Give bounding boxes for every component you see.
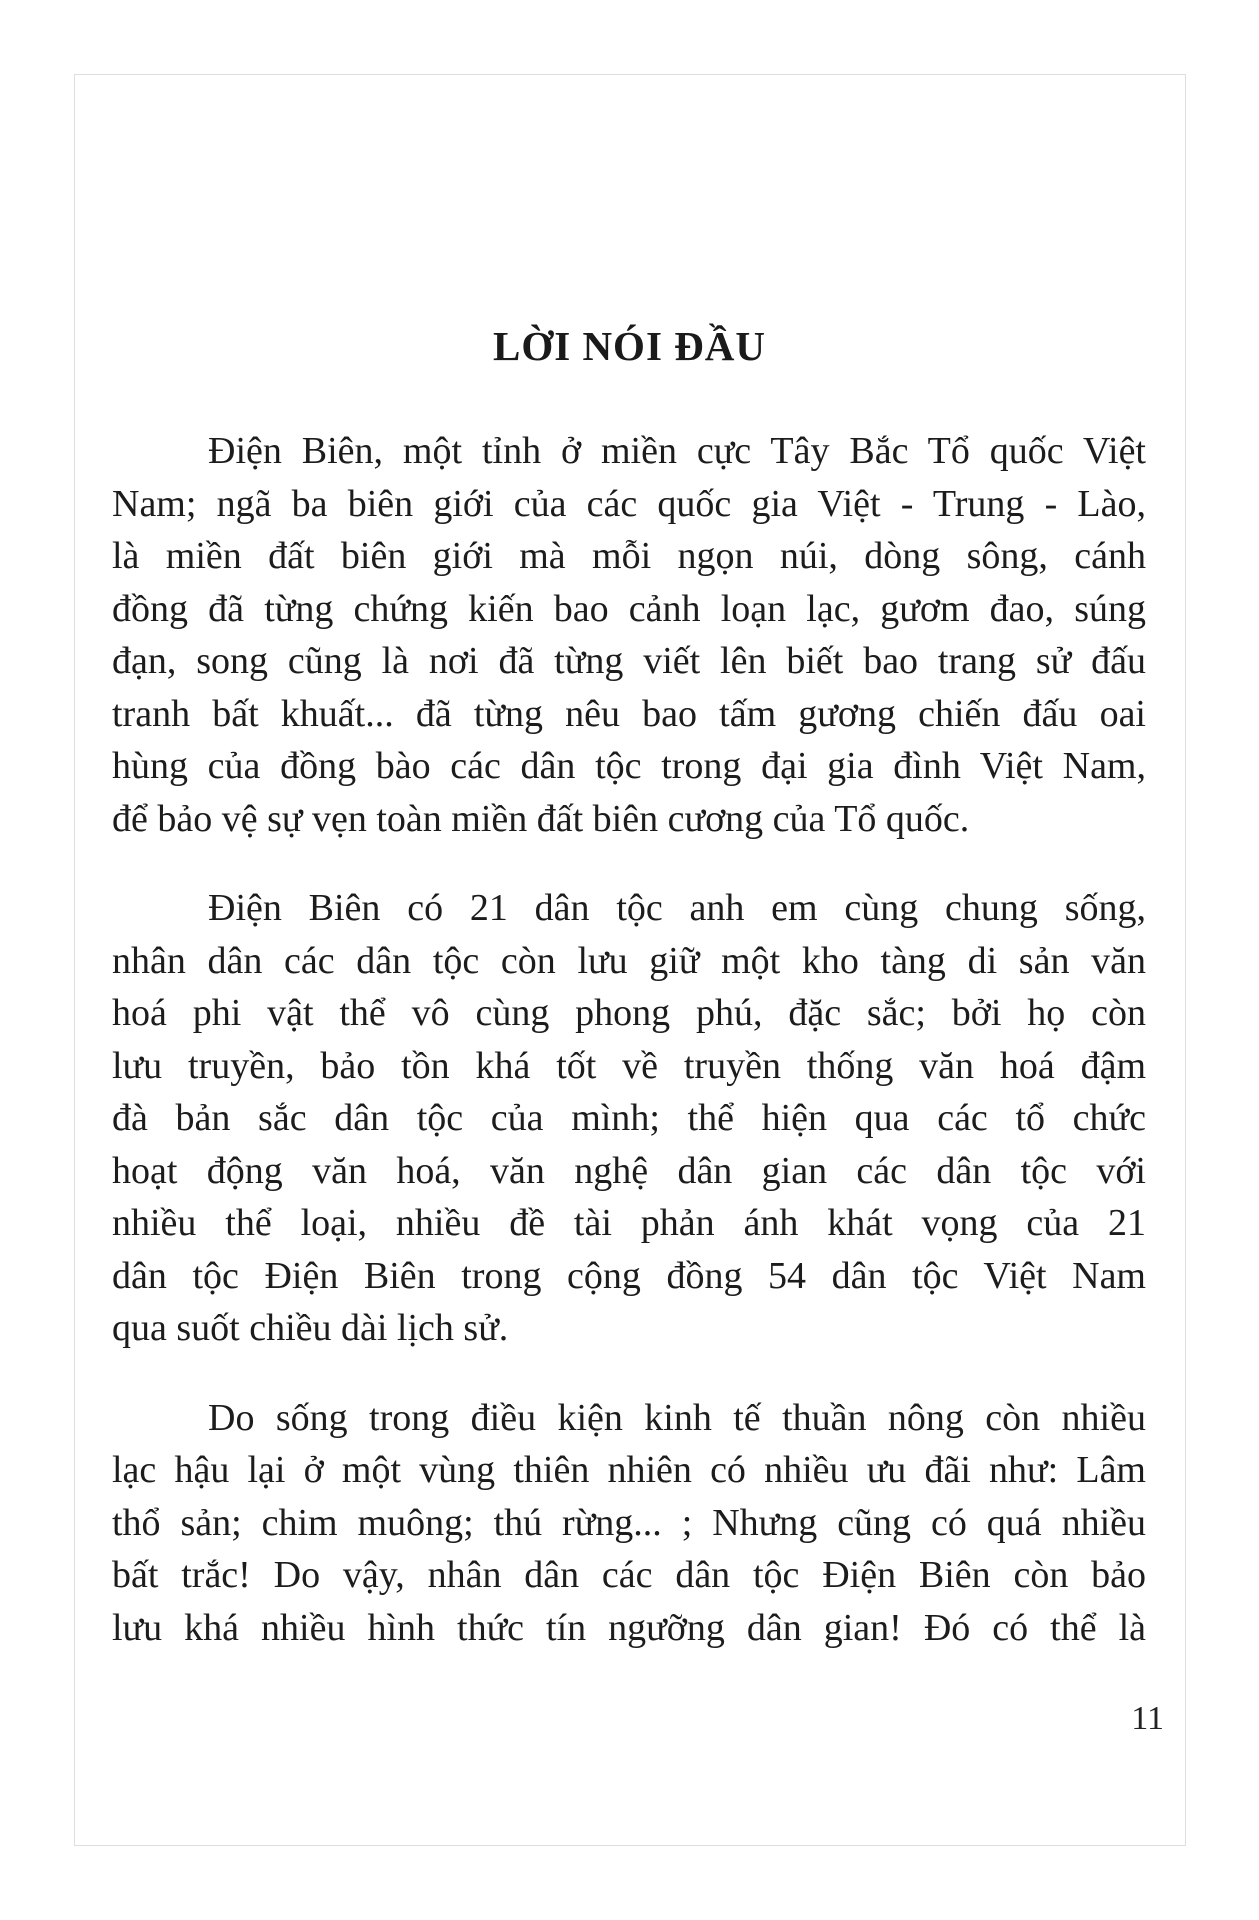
paragraph-line: để bảo vệ sự vẹn toàn miền đất biên cương của Tổ quốc. <box>112 797 970 840</box>
paragraph-line: lưu khá nhiều hình thức tín ngưỡng dân gian! Đó có thể là <box>112 1606 1146 1649</box>
paragraph-line: hùng của đồng bào các dân tộc trong đại gia đình Việt Nam, <box>112 745 1146 787</box>
body-text <box>112 425 1146 1654</box>
paragraph-line: thổ sản; chim muông; thú rừng... ; Nhưng cũng có quá nhiều <box>112 1501 1146 1544</box>
paragraph-2 <box>112 882 1146 1355</box>
paragraph-1 <box>112 425 1146 845</box>
paragraph-line: lạc hậu lại ở một vùng thiên nhiên có nhiều ưu đãi như: Lâm <box>112 1449 1146 1491</box>
paragraph-line: bất trắc! Do vậy, nhân dân các dân tộc Điện Biên còn bảo <box>112 1554 1146 1596</box>
paragraph-line: qua suốt chiều dài lịch sử. <box>112 1307 509 1349</box>
page-title: LỜI NÓI ĐẦU <box>493 323 766 370</box>
paragraph-line: Điện Biên có 21 dân tộc anh em cùng chung sống, <box>208 887 1146 929</box>
paragraph-line: dân tộc Điện Biên trong cộng đồng 54 dân tộc Việt Nam <box>112 1254 1146 1297</box>
paragraph-line: hoá phi vật thể vô cùng phong phú, đặc sắc; bởi họ còn <box>112 992 1146 1034</box>
paragraph-line: nhiều thể loại, nhiều đề tài phản ánh khát vọng của 21 <box>112 1202 1146 1244</box>
paragraph-line: hoạt động văn hoá, văn nghệ dân gian các dân tộc với <box>112 1149 1146 1192</box>
paragraph-line: Do sống trong điều kiện kinh tế thuần nông còn nhiều <box>208 1396 1146 1439</box>
paragraph-line: đà bản sắc dân tộc của mình; thể hiện qua các tổ chức <box>112 1097 1146 1139</box>
paragraph-line: nhân dân các dân tộc còn lưu giữ một kho tàng di sản văn <box>112 939 1146 982</box>
page-number: 11 <box>1131 1700 1164 1737</box>
paragraph-3 <box>112 1392 1146 1655</box>
paragraph-line: lưu truyền, bảo tồn khá tốt về truyền thống văn hoá đậm <box>112 1044 1146 1087</box>
paragraph-line: tranh bất khuất... đã từng nêu bao tấm gương chiến đấu oai <box>112 692 1146 735</box>
paragraph-line: Điện Biên, một tỉnh ở miền cực Tây Bắc Tổ quốc Việt <box>208 430 1146 472</box>
paragraph-line: Nam; ngã ba biên giới của các quốc gia Việt - Trung - Lào, <box>112 482 1146 525</box>
paragraph-line: là miền đất biên giới mà mỗi ngọn núi, dòng sông, cánh <box>112 535 1146 577</box>
paragraph-line: đạn, song cũng là nơi đã từng viết lên biết bao trang sử đấu <box>112 640 1146 682</box>
paragraph-line: đồng đã từng chứng kiến bao cảnh loạn lạc, gươm đao, súng <box>112 587 1146 630</box>
